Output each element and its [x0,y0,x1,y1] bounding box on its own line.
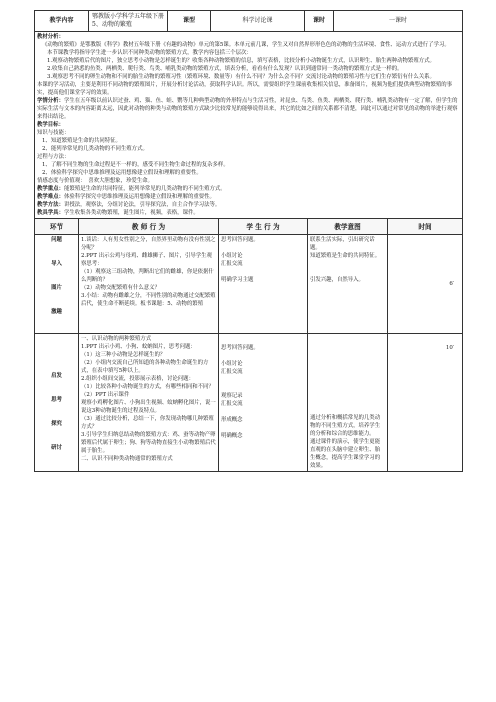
analysis-line [37,193,460,201]
analysis-line-text: 知识与技能： [37,130,70,136]
analysis-line-text: 学生在五年级以前认识过蚕、鸡、猫、鱼、蛙、鹦等几种典型动物的外形特点与生活习性，对昆虫、鸟类、鱼类、两栖类、爬行类、哺乳类动物有一定了解，但学生的实际生活与文本的内容距离太远，因此对动物的种类与动物的繁殖方式缺少比较常见的能够说得出来，其它的比如之间的关系都不清楚，因此可以通过对常见的动物的举进行观察来得出结论。 [37,98,458,120]
stage-label: 激趣 [51,309,62,315]
analysis-line [37,129,460,137]
analysis-line [37,145,460,153]
stage-label: 思考 [51,397,62,403]
segment-intro-row [35,235,463,334]
teacher-step: （2）PPT 出示课件 [81,392,130,398]
analysis-lines [37,33,460,217]
teacher-step: 1.谈话：人有男女性别之分，自然界里动物有没有性别之分呢？ [81,237,216,251]
student-step: 形成概念 [221,417,243,423]
teacher-step: 1.PPT 出示小鸡、小狗、蚊蚋图片，思考问题： [81,344,196,350]
teacher-step: （2）动物交配繁殖有什么意义？ [81,285,160,291]
student-step [221,376,305,384]
col-intent: 教学意图 [308,219,388,235]
student-step: 小组讨论 [221,253,243,259]
segment-explore-intent [308,334,388,472]
teacher-step: （1）比较各种小动物诞生的方式，有哪些相同和不同？ [81,384,214,390]
analysis-line [37,169,460,177]
segment-intro-intent [308,235,388,334]
stage-label: 研讨 [51,445,62,451]
stage-label: 导入 [51,261,62,267]
analysis-line [37,137,460,145]
intent-text: 引发兴趣，自然导入。 [310,277,364,283]
teacher-step: 二、认识不同种类动物通常的繁殖方式 [81,456,173,462]
procedure-table [34,218,463,472]
analysis-row [35,32,463,219]
analysis-line-text: 情感态度与价值观： 喜欢大胆想象，珍爱生命。 [37,178,153,184]
lesson-plan-table [34,10,463,219]
col-teacher: 教 师 行 为 [79,219,219,235]
analysis-line [37,209,460,217]
type-label: 课型 [168,11,211,32]
analysis-line [37,97,460,121]
segment-explore-teacher [79,334,219,472]
analysis-line-text: 3.观察思考不同的卵生动物和不同的胎生动物的繁殖习性（繁殖环境、数量等）有什么不同？为什么会不同？交流讨论动物的繁殖习性与它们生存繁衍有什么关系。 [47,74,435,80]
analysis-line-text: 2、能列举常见的几类动物的不同生殖方式。 [42,146,148,152]
analysis-line-text: 2、体验科学探究中思维推理及运用想像建立假设和理解的重要性。 [42,170,202,176]
analysis-line-label: 教学重点： [37,186,64,192]
intent-text: 联系生活实际，引出研究话题。 [310,237,375,251]
student-step: 汇报交流 [221,401,243,407]
analysis-line-text: 学生收集各类动物繁殖，诞生图片，视频，表格，课件。 [63,210,199,216]
analysis-line-label: 教学难点： [37,194,64,200]
analysis-line [37,49,460,57]
analysis-line-text: 教材分析： [37,34,64,40]
analysis-line-text: 2.收集自己熟悉的鱼类、两栖类、爬行类、鸟类、哺乳类动物的繁殖方式，填表分析，看看有什么发现？认识到通常同一类动物的繁殖方式是一样的。 [47,66,403,72]
segment-explore-student [219,334,308,472]
analysis-line-label: 学情分析： [37,98,64,104]
stage-label: 探究 [51,421,62,427]
intent-text: 知道繁殖是生命的共同特征。 [310,253,381,259]
student-step [221,424,305,432]
col-time: 时间 [388,219,463,235]
student-step [221,352,305,360]
stage-label: 图片 [51,285,62,291]
student-step [221,408,305,416]
intent-text [310,260,385,268]
student-step: 思考回答问题。 [221,237,259,243]
teacher-step: 3.小结：动物有雌雄之分，不同性别的动物通过交配繁殖后代，使生命不断延续。板书课题：5、动物的繁殖 [81,293,216,307]
analysis-content [35,32,463,219]
teacher-step: 2.组织小组间交流，投影展示表格，讨论问题： [81,376,194,382]
analysis-line [37,33,460,41]
teacher-step: （1）观察这三组动物，判断出它们的雌雄，你是依据什么判断的？ [81,269,214,283]
col-student: 学 生 行 为 [219,219,308,235]
segment-intro-student [219,235,308,334]
segment-intro-labels [35,235,79,334]
lesson-plan-page [34,10,462,472]
segment-explore-labels [35,334,79,472]
student-step: 思考回答问题。 [221,345,259,351]
analysis-line-text: 《动物的繁殖》是鄂教版《科学》教材五年级下册《有趣的动物》单元的第5课。本单元前几课，学生又对自然界形形色色的动物的生活环境、食性、运动方式进行了学习。 [42,42,450,48]
analysis-line-label: 教具学具： [37,210,64,216]
analysis-line-text: 1.观察动物繁殖后代的图片，独立思考小动物是怎样诞生的？收集各种动物繁殖的信息，填写表格，比较分析小动物诞生方式，认识卵生、胎生两种动物繁殖方式。 [47,58,435,64]
teacher-step: 观察小鸡孵化图片、小狗出生视频、蚊蚋孵化图片，说一说这3种动物诞生的过程及特点。 [81,400,216,414]
teacher-step: （2）小组内交流自己所知道的各种动物生命诞生的方式，在表中填写5种以上。 [81,360,209,374]
hours-value: 一课时 [334,11,463,32]
analysis-line-text: 教学目标： [37,122,64,128]
procedure-header-row [35,219,463,235]
analysis-line-text: 能繁殖是生命的共同特征，能列举常见的几类动物的不同生殖方式。 [63,186,226,192]
analysis-line [37,73,460,81]
student-step [221,268,305,276]
teacher-step: 3.引导学生归纳总结动物的繁殖方式：鸡、蚕等动物产卵繁殖后代属于卵生；狗、狗等动物直接生小动物繁殖后代属于胎生。 [81,432,216,454]
analysis-line-label: 教学方法： [37,202,64,208]
student-step: 明确学习主题 [221,277,254,283]
student-step: 明确概念 [221,433,243,439]
analysis-line [37,81,460,97]
hours-label: 课时 [305,11,334,32]
analysis-line [37,121,460,129]
student-step: 小组讨论 [221,361,243,367]
analysis-line-text: 1、了解不同生物的生命过程是不一样的，感受不同生物生命过程的复杂多样。 [42,162,229,168]
analysis-line [37,57,460,65]
analysis-line-text: 1、知道繁殖是生命的共同特征。 [42,138,121,144]
teacher-step: 2.PPT 出示公鸡与母鸡、雌雄狮子、图片，引导学生观察思考： [81,253,212,267]
type-value: 科学讨论课 [211,11,305,32]
teacher-step: （3）通过比较分析，总结一下，你发现动物哪几种繁殖方式？ [81,416,214,430]
segment-intro-teacher [79,235,219,334]
analysis-line-text: 本节课教学将指导学生进一步认识不同种类动物的繁殖方式，教学内容包括三个层次： [47,50,252,56]
teacher-step: （1）这三种小动物是怎样诞生的？ [81,352,166,358]
analysis-line [37,65,460,73]
stage-label: 问题 [51,237,62,243]
segment-explore-row [35,334,463,472]
analysis-line [37,153,460,161]
col-stage: 环节 [35,219,79,235]
intent-text: 通过课件的演示，使学生更能直观的在头脑中建立卵生、胎生概念，提高学生课堂学习的效果。 [310,439,381,469]
lesson-topic: 鄂教版小学科学五年级下册5、动物的繁殖 [89,11,168,32]
analysis-line-text: 过程与方法： [37,154,70,160]
content-label: 教学内容 [35,11,89,32]
intent-text [310,268,385,276]
analysis-line [37,185,460,193]
analysis-line [37,201,460,209]
student-step: 观察记录 [221,393,243,399]
student-step: 汇报交流 [221,261,243,267]
segment-explore-time: 10′ [388,334,463,472]
segment-intro-time: 6′ [388,235,463,334]
header-row [35,11,463,32]
intent-text: 通过分析和概括常见的几类动物的不同生殖方式，培养学生的分析和综合的思维能力。 [310,415,381,437]
analysis-line-text: 讲授法，观察法，分组讨论法，引导探究法，自主合作学习法等。 [63,202,221,208]
analysis-line [37,161,460,169]
analysis-line [37,41,460,49]
student-step [221,384,305,392]
student-step: 汇报交流 [221,369,243,375]
stage-label: 启发 [51,373,62,379]
analysis-line [37,177,460,185]
analysis-line-text: 体验科学探究中思维推理及运用想像建立假设和理解的重要性。 [63,194,215,200]
student-step [221,244,305,252]
analysis-line-text: 本课的学习活动，主要是利用不同动物的繁殖图片，开展分析讨论活动，获取科学认识。所以，需要组织学生课前收集相关信息，准备图片，视频为他们提供典型动物繁殖的事实，提高他们课堂学习的效果。 [37,82,453,96]
teacher-step: 一、认识动物的两种繁殖方式 [81,336,152,342]
